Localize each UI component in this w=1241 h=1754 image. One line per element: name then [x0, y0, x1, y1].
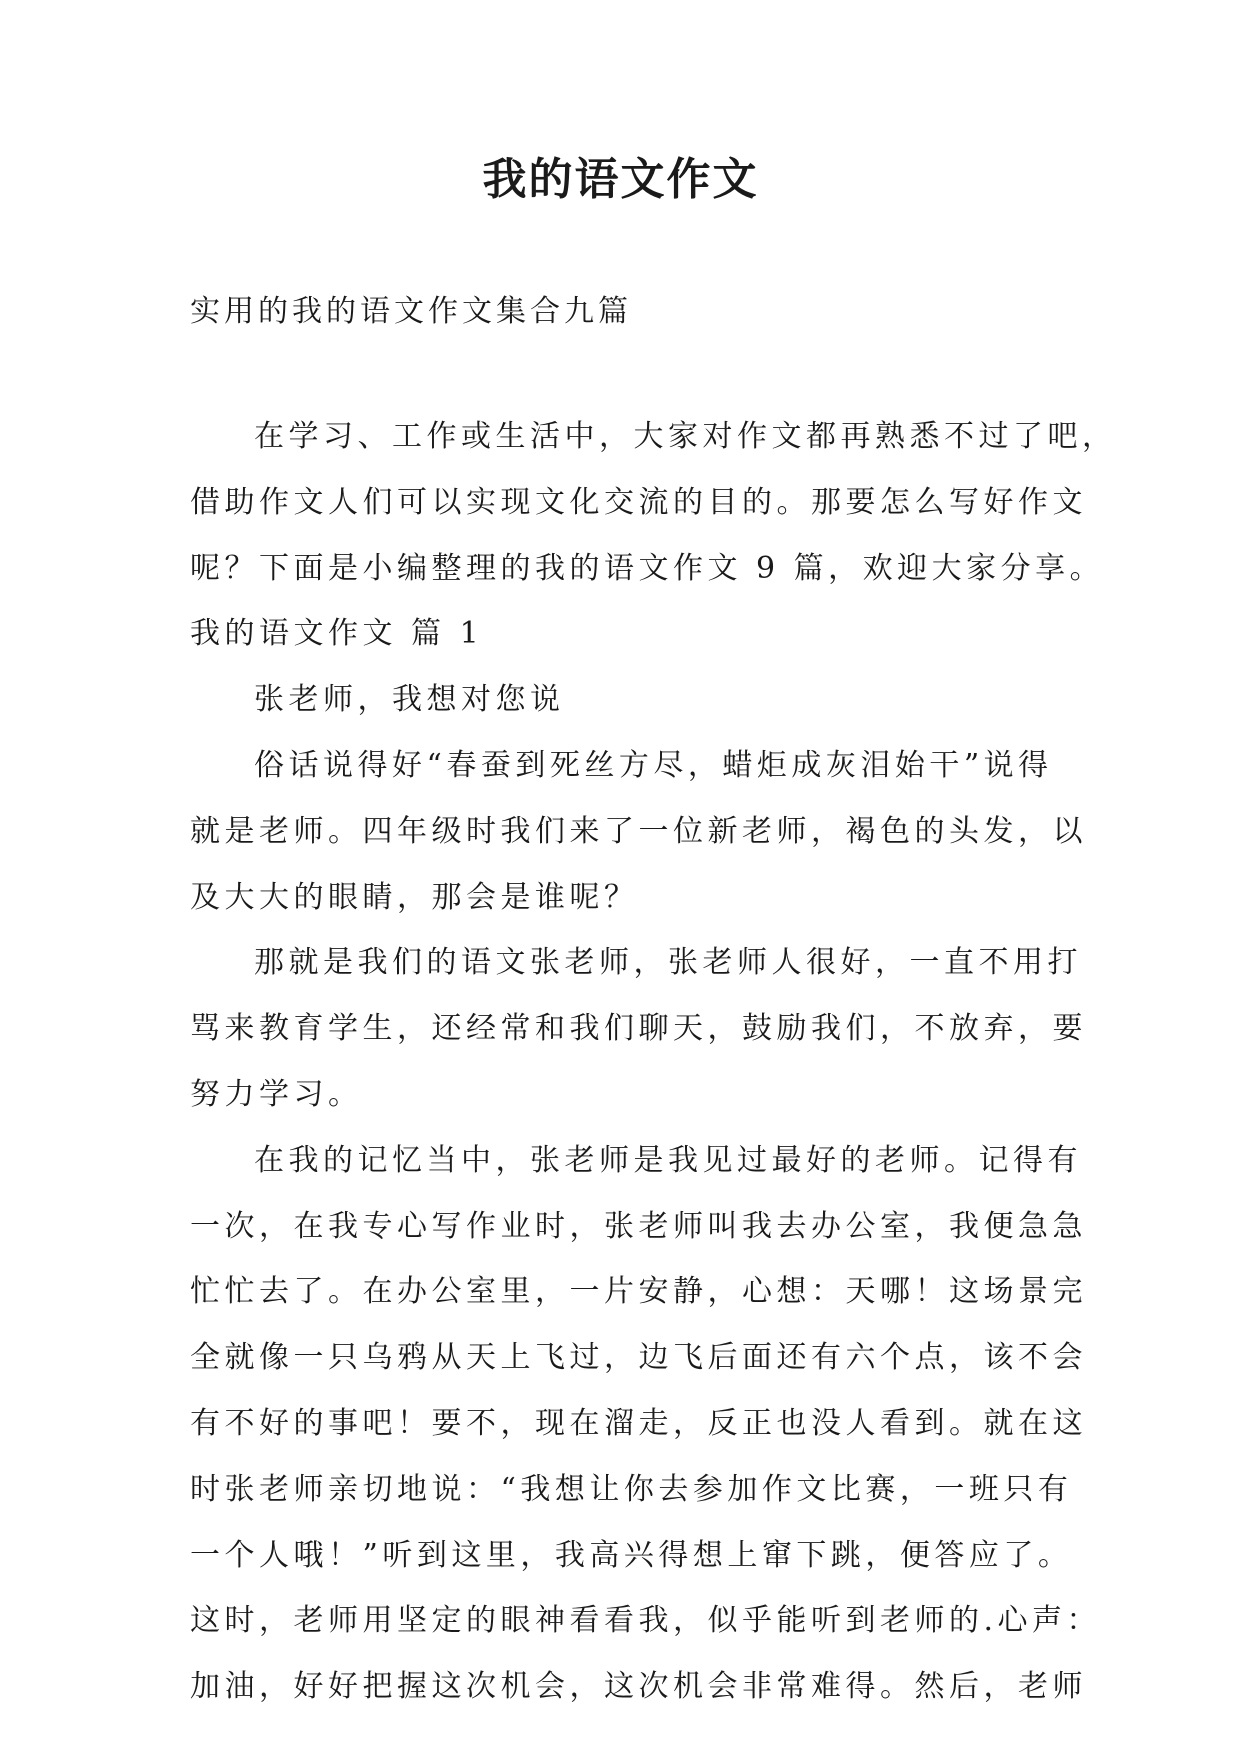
document-body [190, 404, 1117, 1720]
text-line: 俗话说得好“春蚕到死丝方尽，蜡炬成灰泪始干”说得 [254, 747, 1053, 783]
text-line: 一次，在我专心写作业时，张老师叫我去办公室，我便急急 [190, 1208, 1087, 1244]
document-title: 我的语文作文 [482, 154, 759, 205]
text-line: 张老师，我想对您说 [254, 682, 565, 718]
text-line: 那就是我们的语文张老师，张老师人很好，一直不用打 [254, 945, 1082, 981]
text-line: 及大大的眼睛，那会是谁呢？ [190, 879, 639, 915]
text-line: 骂来教育学生，还经常和我们聊天，鼓励我们，不放弃，要 [190, 1011, 1087, 1047]
document-subtitle: 实用的我的语文作文集合九篇 [190, 294, 632, 329]
text-line: 借助作文人们可以实现文化交流的目的。那要怎么写好作文 [190, 484, 1087, 520]
text-line: 呢？下面是小编整理的我的语文作文 9 篇，欢迎大家分享。 [190, 550, 1105, 586]
text-line: 一个人哦！”听到这里，我高兴得想上窜下跳，便答应了。 [190, 1537, 1073, 1573]
text-line: 在我的记忆当中，张老师是我见过最好的老师。记得有 [254, 1142, 1082, 1178]
text-line: 全就像一只乌鸦从天上飞过，边飞后面还有六个点，该不会 [190, 1340, 1087, 1376]
text-line: 就是老师。四年级时我们来了一位新老师，褐色的头发，以 [190, 813, 1087, 849]
text-line: 这时，老师用坚定的眼神看看我，似乎能听到老师的.心声： [190, 1603, 1102, 1639]
text-line: 有不好的事吧！要不，现在溜走，反正也没人看到。就在这 [190, 1405, 1087, 1441]
text-line: 加油，好好把握这次机会，这次机会非常难得。然后，老师 [190, 1669, 1087, 1705]
text-line: 努力学习。 [190, 1076, 363, 1112]
text-line: 在学习、工作或生活中，大家对作文都再熟悉不过了吧， [254, 419, 1117, 454]
text-line: 忙忙去了。在办公室里，一片安静，心想：天哪！这场景完 [190, 1274, 1087, 1310]
text-line: 我的语文作文 篇 1 [190, 616, 484, 652]
text-line: 时张老师亲切地说：“我想让你去参加作文比赛，一班只有 [190, 1471, 1073, 1507]
